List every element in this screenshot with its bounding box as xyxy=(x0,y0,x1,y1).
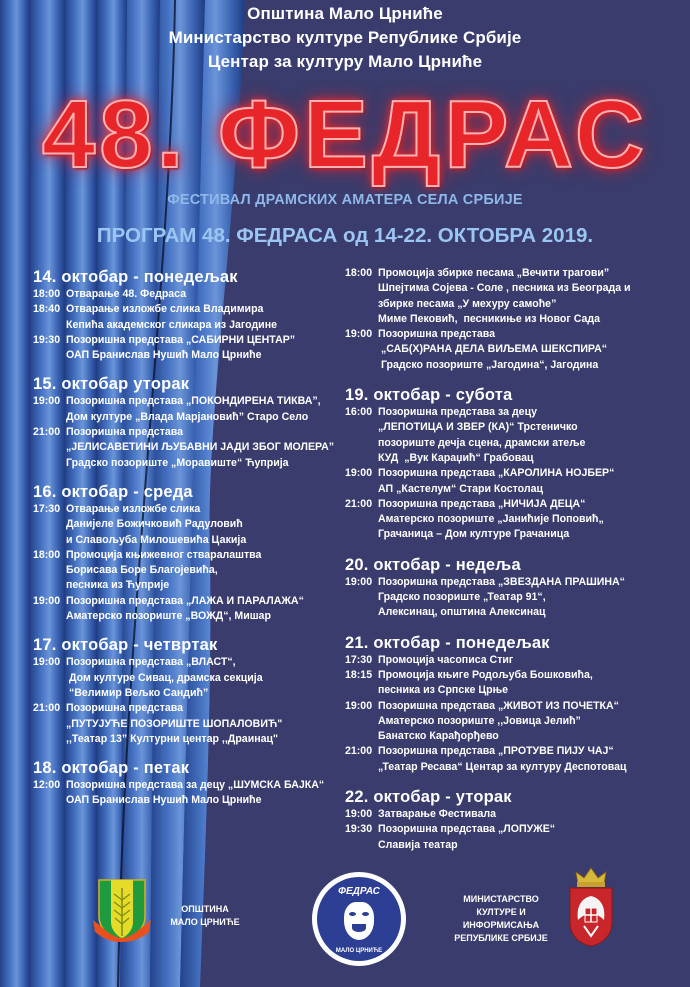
event-time: 19:00 xyxy=(33,594,61,607)
event-time: 16:00 xyxy=(345,406,373,419)
event-description xyxy=(66,778,348,809)
event-line: Промоција књиге Родољуба Бошковића, xyxy=(378,668,593,681)
schedule-event xyxy=(33,655,348,701)
schedule-event xyxy=(33,287,348,302)
event-time: 19:00 xyxy=(33,395,61,408)
right-days xyxy=(345,385,690,853)
event-line: Градско позориште „Моравиште“ Ћуприја xyxy=(66,456,289,469)
event-line: “Велимир Вељко Сандић” xyxy=(66,686,209,699)
event-description xyxy=(66,425,348,471)
event-description xyxy=(378,497,690,543)
schedule-event xyxy=(345,575,690,621)
event-line: Отварање изложбе слика Владимира xyxy=(66,303,264,316)
event-time: 21:00 xyxy=(33,426,61,439)
event-description xyxy=(378,327,690,373)
event-line: Позоришна представа „ЗВЕЗДАНА ПРАШИНА“ xyxy=(378,575,625,588)
schedule-event xyxy=(33,502,348,548)
event-line: Промоција часописа Стиг xyxy=(378,653,514,666)
event-line: „ЈЕЛИСАВЕТИНИ ЉУБАВНИ ЈАДИ ЗБОГ МОЛЕРА” xyxy=(66,441,335,454)
event-line: ,,Театар 13” Културни центар ,,Драинац" xyxy=(66,732,279,745)
fedras-logo-town: МАЛО ЦРНИЋЕ xyxy=(335,948,383,954)
ministry-label-line: ИНФОРМИСАЊА xyxy=(462,920,540,930)
event-line: Славија театар xyxy=(378,838,458,851)
event-time: 19:00 xyxy=(345,467,373,480)
ministry-label-line: МИНИСТАРСТВО xyxy=(463,894,539,904)
schedule-day xyxy=(345,385,690,543)
event-description xyxy=(66,302,348,333)
event-line: Миме Пековић, песникиње из Новог Сада xyxy=(378,312,601,325)
schedule-event xyxy=(33,548,348,594)
event-time: 19:00 xyxy=(345,808,373,821)
day-heading: 14. октобар - понедељак xyxy=(33,268,238,286)
event-line: Отварање изложбе слика xyxy=(66,502,201,515)
schedule-event xyxy=(345,497,690,543)
event-line: „Театар Ресава“ Центар за културу Деспотовац xyxy=(378,760,627,773)
event-time: 19:00 xyxy=(345,328,373,341)
schedule-event xyxy=(33,594,348,625)
event-line: „ЛЕПОТИЦА И ЗВЕР (КА)“ Трстеничко xyxy=(378,421,578,434)
day-heading: 21. октобар - понедељак xyxy=(345,633,550,652)
ministry-label-line: РЕПУБЛИКЕ СРБИЈЕ xyxy=(454,933,548,943)
schedule-event xyxy=(345,699,690,745)
event-line: Аматерско позориште ,,Јовица Јелић” xyxy=(378,714,581,727)
schedule-day xyxy=(33,267,348,363)
event-description xyxy=(378,807,690,822)
event-line: Градско позориште „Јагодина“, Јагодина xyxy=(378,358,599,371)
festival-title: 48. ФЕДРАС xyxy=(41,81,649,188)
event-line: Позоришна представа xyxy=(66,702,184,715)
schedule-event xyxy=(33,701,348,747)
event-line: Позоришна представа „ВЛАСТ“, xyxy=(66,656,236,669)
schedule-event xyxy=(345,327,690,373)
event-time: 18:15 xyxy=(345,668,373,681)
event-line: Банатско Карађорђево xyxy=(378,730,499,743)
event-line: Шпејтима Сојева - Соле , песника из Београда и xyxy=(378,282,631,295)
event-time: 18:00 xyxy=(33,288,61,300)
event-time: 19:00 xyxy=(345,699,373,712)
day-heading: 16. октобар - среда xyxy=(33,482,193,501)
event-line: Позоришна представа „ПОКОНДИРЕНА ТИКВА”, xyxy=(66,395,321,408)
event-description xyxy=(66,502,348,548)
event-line: ОАП Бранислав Нушић Мало Црниће xyxy=(66,794,262,807)
schedule-event xyxy=(33,333,348,364)
event-line: Промоција збирке песама „Вечити трагови” xyxy=(378,267,610,279)
event-description xyxy=(378,405,690,466)
ministry-label xyxy=(452,893,550,945)
schedule-day xyxy=(345,555,690,621)
event-line: Данијеле Божичковић Радуловић xyxy=(66,518,243,531)
event-time: 12:00 xyxy=(33,779,61,792)
event-description xyxy=(66,594,348,625)
organizer-line-2: Министарство културе Републике Србије xyxy=(168,28,522,47)
event-line: ОАП Бранислав Нушић Мало Црниће xyxy=(66,349,262,362)
schedule-event xyxy=(345,744,690,775)
event-line: Дом културе „Влада Марјановић” Старо Село xyxy=(66,410,309,423)
event-description xyxy=(378,653,690,668)
schedule-day xyxy=(33,482,348,624)
event-line: Грачаница – Дом културе Грачаница xyxy=(378,528,570,541)
schedule-day xyxy=(33,758,348,809)
event-line: Позоришна представа „ЛОПУЖЕ“ xyxy=(378,823,556,836)
event-description xyxy=(378,744,690,775)
event-line: Позоришна представа „КАРОЛИНА НОЈБЕР“ xyxy=(378,467,615,480)
event-time: 21:00 xyxy=(345,745,373,758)
event-line: АП „Кастелум“ Стари Костолац xyxy=(378,482,543,495)
event-line: Борисава Боре Благојевића, xyxy=(66,564,218,577)
schedule-event xyxy=(345,807,690,822)
program-heading: ПРОГРАМ 48. ФЕДРАСА од 14-22. ОКТОБРА 2019. xyxy=(96,224,594,247)
municipality-label-line: МАЛО ЦРНИЋЕ xyxy=(170,917,240,927)
event-line: Градско позориште „Театар 91“, xyxy=(378,591,546,604)
event-line: Позоришна представа xyxy=(66,426,184,439)
event-description xyxy=(66,548,348,594)
event-description xyxy=(378,575,690,621)
schedule-event xyxy=(345,668,690,699)
municipality-label-line: ОПШТИНА xyxy=(181,904,229,914)
event-line: и Славољуба Милошевића Цакија xyxy=(66,533,247,546)
ministry-label-line: КУЛТУРЕ И xyxy=(476,907,526,917)
day-heading: 17. октобар - четвртак xyxy=(33,636,218,655)
event-line: „САБ(Х)РАНА ДЕЛА ВИЉЕМА ШЕКСПИРА“ xyxy=(378,343,608,356)
theater-mask-icon xyxy=(344,902,374,940)
schedule-event xyxy=(345,822,690,853)
event-description xyxy=(66,655,348,701)
event-line: Алексинац, општина Алексинац xyxy=(378,606,546,619)
schedule-event xyxy=(33,425,348,471)
event-line: КУД „Вук Караџић“ Грабовац xyxy=(378,451,534,464)
event-time: 21:00 xyxy=(345,497,373,510)
schedule-right-column xyxy=(345,266,690,853)
schedule-event xyxy=(33,302,348,333)
event-line: Позоришна представа „ЖИВОТ ИЗ ПОЧЕТКА“ xyxy=(378,699,619,712)
event-line: Дом културе Сивац, драмска секција xyxy=(66,671,263,684)
event-line: Позоришна представа „НИЧИЈА ДЕЦА“ xyxy=(378,497,586,510)
event-line: Аматерско позориште „Јанићије Поповић„ xyxy=(378,513,604,526)
event-line: збирке песама „У мехуру самоће” xyxy=(378,297,557,310)
event-time: 17:30 xyxy=(345,653,373,666)
organizer-line-3: Центар за културу Мало Црниће xyxy=(207,52,483,71)
day-heading: 15. октобар уторак xyxy=(33,375,190,394)
event-description xyxy=(378,266,690,327)
day-heading: 20. октобар - недеља xyxy=(345,555,521,574)
event-time: 18:00 xyxy=(33,548,61,561)
event-line: позориште дечја сцена, драмски атеље xyxy=(378,436,586,449)
schedule-event xyxy=(33,394,348,425)
schedule-event xyxy=(345,466,690,497)
event-line: Кепића академског сликара из Јагодине xyxy=(66,318,277,331)
event-line: Позоришна представа за децу xyxy=(378,406,537,419)
serbia-coat-of-arms xyxy=(566,862,616,948)
event-description xyxy=(378,822,690,853)
day-heading: 22. октобар - уторак xyxy=(345,788,512,807)
event-line: песника из Српске Црње xyxy=(378,684,509,697)
event-time: 19:00 xyxy=(33,656,61,669)
event-time: 21:00 xyxy=(33,702,61,715)
event-time: 18:40 xyxy=(33,303,61,316)
event-time: 17:30 xyxy=(33,502,61,515)
municipality-label xyxy=(170,903,240,929)
event-line: песника из Ћуприје xyxy=(66,579,170,592)
festival-subtitle: ФЕСТИВАЛ ДРАМСКИХ АМАТЕРА СЕЛА СРБИЈЕ xyxy=(167,192,523,208)
municipality-coat-of-arms xyxy=(93,878,151,942)
schedule-day xyxy=(33,374,348,470)
event-line: Позоришна представа за децу „ШУМСКА БАЈКА“ xyxy=(66,779,325,792)
schedule-event xyxy=(345,653,690,668)
event-description xyxy=(66,394,348,425)
event-time: 19:30 xyxy=(33,333,61,346)
event-description xyxy=(66,287,348,302)
schedule-event xyxy=(345,266,690,327)
continued-events xyxy=(345,266,690,373)
event-line: Промоција књижевног стваралаштва xyxy=(66,548,262,561)
event-line: Позоришна представа xyxy=(378,328,496,341)
event-line: Затварање Фестивала xyxy=(378,808,497,821)
event-line: Позоришна представа „ЛАЖА И ПАРАЛАЖА“ xyxy=(66,594,304,607)
event-description xyxy=(378,668,690,699)
event-description xyxy=(66,701,348,747)
event-line: „ПУТУЈУЋЕ ПОЗОРИШТЕ ШОПАЛОВИЋ" xyxy=(66,717,283,730)
event-description xyxy=(378,466,690,497)
event-time: 19:00 xyxy=(345,575,373,588)
event-time: 19:30 xyxy=(345,823,373,836)
day-heading: 18. октобар - петак xyxy=(33,759,190,778)
schedule-day xyxy=(33,635,348,747)
event-description xyxy=(66,333,348,364)
event-line: Аматерско позориште „ВОЖД“, Мишар xyxy=(66,610,271,623)
schedule-left-column xyxy=(33,267,348,809)
event-line: Позоришна представа „ПРОТУВЕ ПИЈУ ЧАЈ“ xyxy=(378,745,614,758)
fedras-logo xyxy=(312,872,406,966)
event-time: 18:00 xyxy=(345,267,373,279)
event-description xyxy=(378,699,690,745)
event-line: Отварање 48. Федраса xyxy=(66,288,187,300)
schedule-day xyxy=(345,633,690,775)
fedras-logo-name: ФЕДРАС xyxy=(338,886,380,897)
schedule-day xyxy=(345,787,690,853)
day-heading: 19. октобар - субота xyxy=(345,386,513,405)
schedule-event xyxy=(33,778,348,809)
schedule-event xyxy=(345,405,690,466)
organizer-line-1: Општина Мало Црниће xyxy=(247,4,443,23)
event-line: Позоришна представа „САБИРНИ ЦЕНТАР” xyxy=(66,333,296,346)
